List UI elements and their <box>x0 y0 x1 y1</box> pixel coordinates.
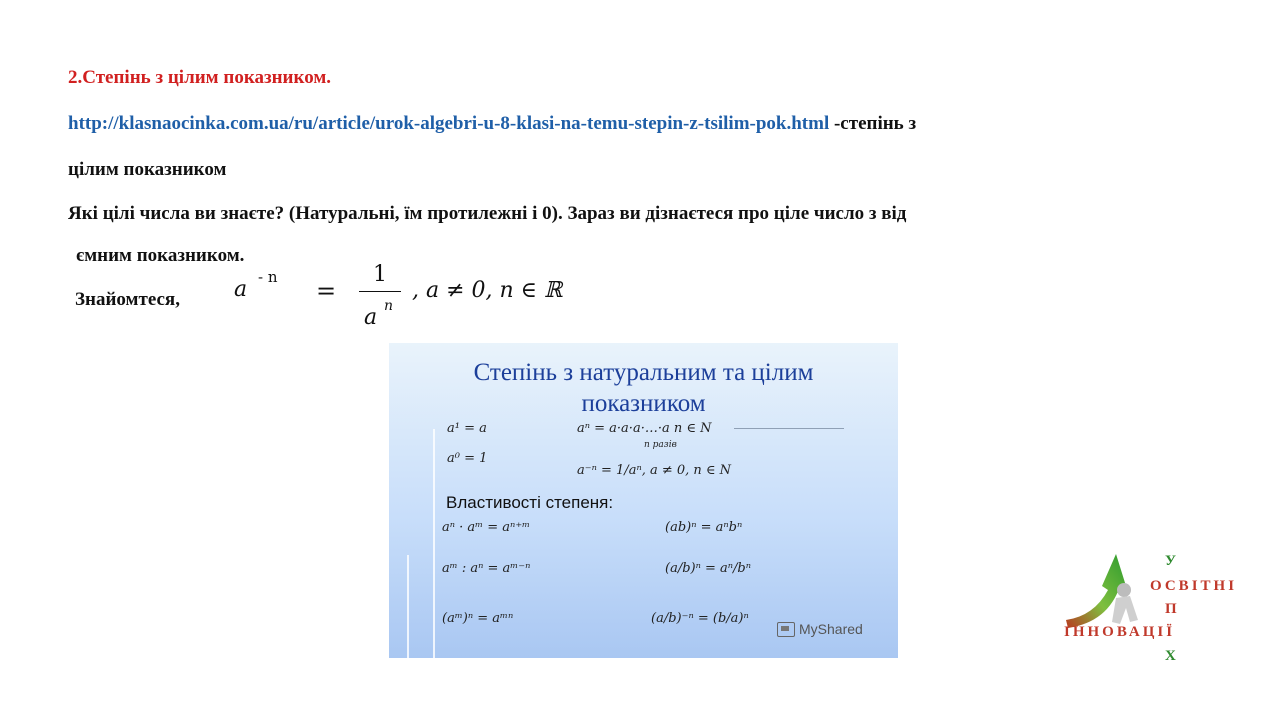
formula-exponent: - n <box>258 268 278 286</box>
osvitni-innovatsii-logo <box>1064 550 1264 670</box>
source-link[interactable]: http://klasnaocinka.com.ua/ru/article/urok-algebri-u-8-klasi-na-temu-stepin-z-tsilim-pok.html <box>68 113 830 134</box>
slide-properties-title: Властивості степеня: <box>446 493 614 512</box>
formula-base: a <box>234 277 248 302</box>
formula-conditions: , a ≠ 0, n ∈ ℝ <box>412 278 563 303</box>
source-line <box>68 113 916 135</box>
slide-formula-a0: a⁰ = 1 <box>447 451 488 466</box>
intro-label: Знайомтеся, <box>75 289 180 310</box>
logo-letter-p: П <box>1165 601 1180 617</box>
slide-property-6: (a/b)⁻ⁿ = (b/a)ⁿ <box>651 611 749 626</box>
logo-word-osvitni: ОСВІТНІ <box>1150 578 1238 594</box>
watermark-text: MyShared <box>799 621 863 637</box>
formula-numerator: 1 <box>373 262 387 287</box>
formula-denominator: a <box>364 305 378 330</box>
slide-formula-a-neg-n: a⁻ⁿ = 1/aⁿ, a ≠ 0, n ∈ N <box>577 463 732 478</box>
formula-den-exponent: n <box>384 298 394 314</box>
slide-decor-line <box>407 555 409 658</box>
logo-letter-u: У <box>1165 553 1180 569</box>
slide-property-4: (a/b)ⁿ = aⁿ/bⁿ <box>665 561 752 576</box>
myshared-watermark <box>777 621 863 637</box>
source-link-suffix: -степінь з <box>829 113 917 134</box>
slide-formula-an: aⁿ = a·a·a·…·a n ∈ N <box>577 421 712 436</box>
slide-formula-a1: a¹ = a <box>447 421 487 436</box>
source-link-suffix-cont: цілим показником <box>68 159 227 180</box>
logo-letter-kh: Х <box>1165 648 1179 664</box>
formula-fraction <box>359 262 401 296</box>
question-line-1: Які цілі числа ви знаєте? (Натуральні, їм протилежні і 0). Зараз ви дізнаєтеся про ціле число з від <box>68 203 907 224</box>
slide-decor-line <box>433 429 435 658</box>
slide-property-3: aᵐ : aⁿ = aᵐ⁻ⁿ <box>442 561 531 576</box>
logo-word-innovatsii: ІННОВАЦІЇ <box>1064 624 1176 640</box>
slide-formula-an-note: n разів <box>644 440 677 450</box>
slide-title-line-2: показником <box>581 390 706 417</box>
presentation-icon <box>777 622 795 637</box>
section-heading: 2.Степінь з цілим показником. <box>68 67 332 88</box>
slide-property-2: (ab)ⁿ = aⁿbⁿ <box>665 520 743 535</box>
slide-decor-hline <box>734 428 844 429</box>
slide-image <box>389 343 898 658</box>
fraction-bar <box>359 291 401 292</box>
question-line-2: ємним показником. <box>76 245 245 266</box>
formula-equals: = <box>316 277 337 305</box>
slide-property-1: aⁿ · aᵐ = aⁿ⁺ᵐ <box>442 520 531 535</box>
slide-property-5: (aᵐ)ⁿ = aᵐⁿ <box>442 611 514 626</box>
slide-title-line-1: Степінь з натуральним та цілим <box>473 359 814 386</box>
